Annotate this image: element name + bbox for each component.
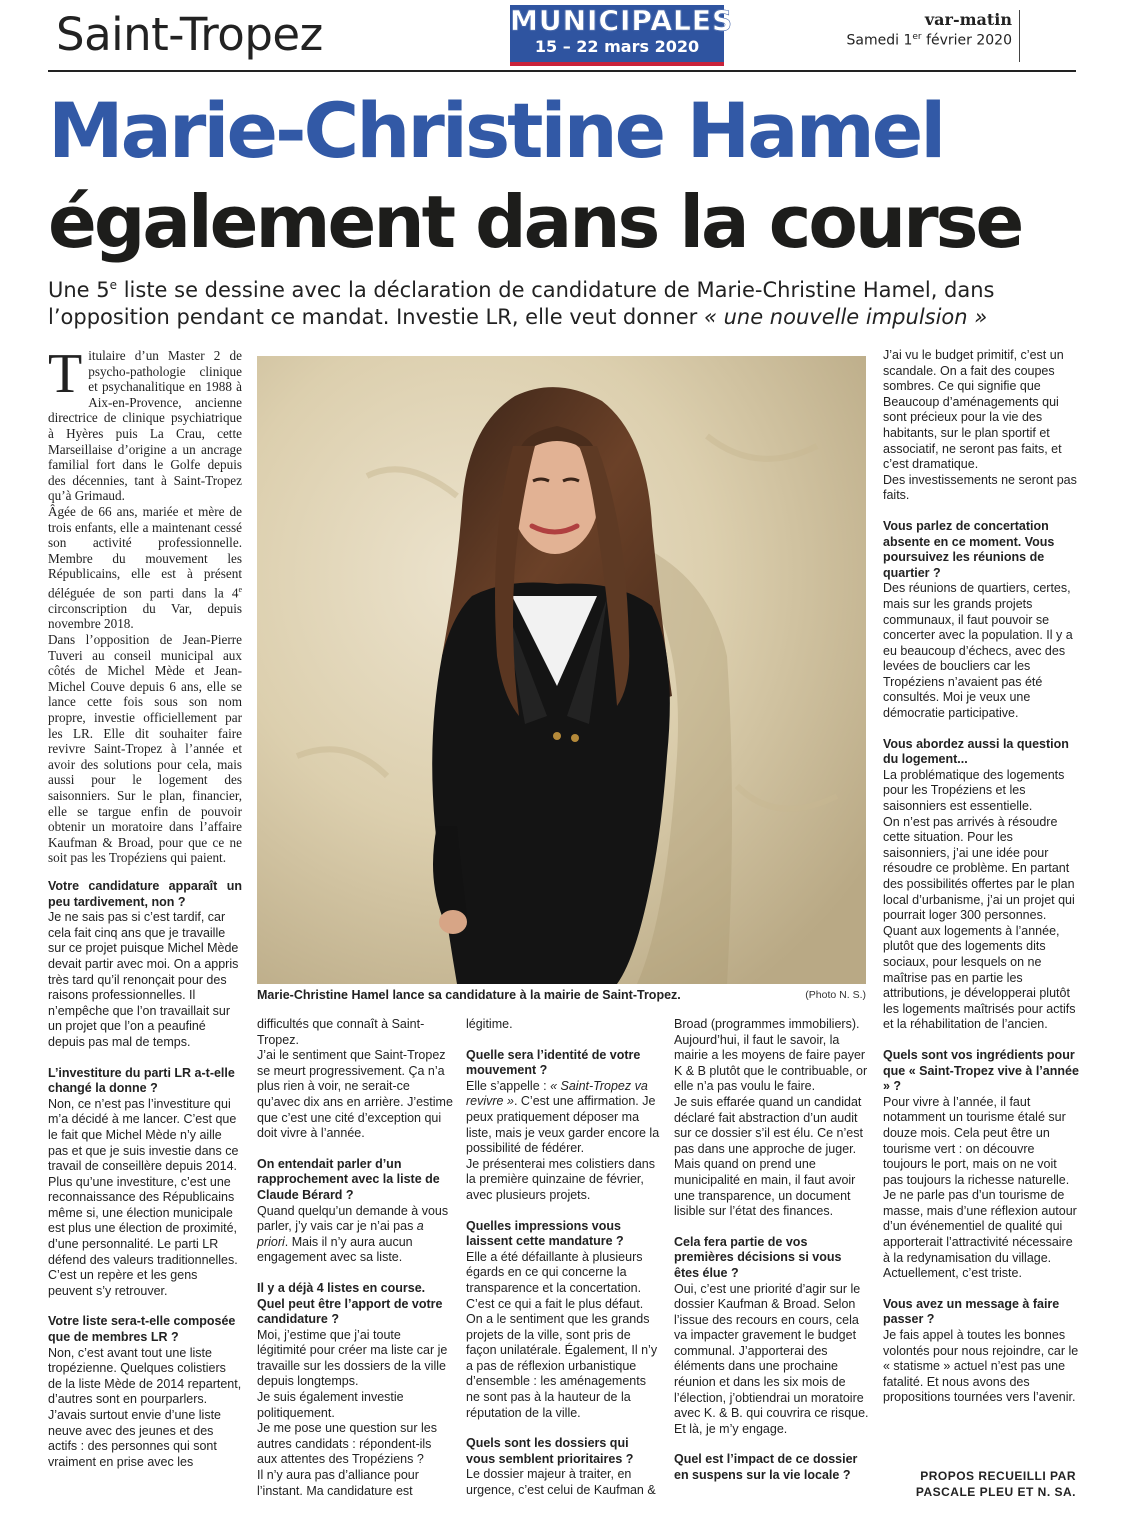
answer: Elle a été défaillante à plusieurs égards en ce qui concerne la transparence et la concertation. C’est ce qui a fait le plus défaut. — [466, 1249, 644, 1311]
photo-credit: (Photo N. S.) — [805, 989, 866, 1001]
answer: Moi, j’estime que j’ai toute légitimité pour créer ma liste car je travaille sur les dossiers de la ville depuis longtemps. — [257, 1327, 448, 1389]
answer: J’ai vu le budget primitif, c’est un scandale. On a fait des coupes sombres. Ce qui signifie que Beaucoup d’aménagements qui sont précieux pour la vie des habitants, sur le plan sportif et associatif, ne seront pas faits, et c’est dramatique. — [883, 348, 1064, 472]
interview-column-5 — [883, 348, 1079, 1406]
question: Vous parlez de concertation absente en ce moment. Vous poursuivez les réunions de quartier ? — [883, 518, 1055, 580]
question: Vous abordez aussi la question du logement... — [883, 736, 1069, 767]
standfirst: Une 5e liste se dessine avec la déclaration de candidature de Marie-Christine Hamel, dans l’opposition pendant ce mandat. Investie LR, elle veut donner « une nouvelle impulsion » — [48, 278, 995, 329]
photo-caption: Marie-Christine Hamel lance sa candidature à la mairie de Saint-Tropez. — [257, 988, 681, 1002]
byline: PROPOS RECUEILLI PAR PASCALE PLEU ET N. SA. — [915, 1469, 1076, 1499]
answer: Des réunions de quartiers, certes, mais sur les grands projets communaux, il faut pouvoir se concerter avec la population. Il y a eu beaucoup d’échecs, avec des levées de boucliers car les Tropéziens n’avaient pas été consultés. Moi je veux une démocratie participative. — [883, 581, 1073, 721]
interview-column-4 — [674, 1017, 869, 1484]
municipales-badge — [510, 4, 734, 66]
answer: On n’est pas arrivés à résoudre cette situation. Pour les saisonniers, j’ai une idée pour résoudre ce problème. En partant des possibilités offertes par le plan local d’urbanisme, j’ai un projet qui pourrait loger 300 personnes. — [883, 814, 1075, 923]
answer: Je ne sais pas si c’est tardif, car cela fait cinq ans que je travaille sur ce projet puisque Michel Mède devait partir avec moi. On a appris très tard qu’il renonçait pour des raisons professionnelles. Il n’empêche que l’on travaillait sur un projet que l’on a peaufiné depuis pas mal de temps. — [48, 910, 239, 1049]
answer: Aujourd’hui, il faut le savoir, la mairie a les moyens de faire payer K & B plutôt que le contribuable, or elle n’a pas voulu le faire. — [674, 1032, 868, 1094]
question: Quelles impressions vous laissent cette mandature ? — [466, 1218, 624, 1249]
intro-text: Titulaire d’un Master 2 de psycho-pathologie clinique et psychanalitique en 1988 à Aix-en-Provence, ancienne directrice de clinique psychiatrique à Hyères puis La Crau, cette Marseillaise d’origine a un ancrage familial fort dans le Golfe depuis des décennies, tant à Saint-Tropez qu’à Grimaud. Âgée de 66 ans, mariée et mère de trois enfants, elle a maintenant cessé son activité professionnelle. Membre du mouvement les Républicains, elle est à présent déléguée de son parti dans la 4e circonscription du Var, depuis novembre 2018. Dans l’opposition de Jean-Pierre Tuveri au conseil municipal aux côtés de Michel Mède et Jean-Michel Couve depuis 6 ans, elle se lance cette fois sous son nom propre, investie officiellement par les LR. Elle dit souhaiter faire revivre Saint-Tropez à l’année et avoir des solutions pour cela, mais aussi pour le logement des saisonniers. Sur le plan, financier, elle se targue enfin de pouvoir obtenir un moratoire dans l’affaire Kaufman & Broad, pour que ce ne soit pas les Tropéziens qui paient. — [48, 343, 242, 866]
question: Votre candidature apparaît un peu tardivement, non ? — [48, 879, 242, 909]
interview-column-2 — [257, 1017, 453, 1499]
header-divider — [1019, 10, 1020, 62]
answer: Je me pose une question sur les autres candidats : répondent-ils aux attentes des Tropéziens ? — [257, 1421, 437, 1467]
question: Votre liste sera-t-elle composée que de membres LR ? — [48, 1314, 236, 1345]
question: Il y a déjà 4 listes en course. Quel peut être l’apport de votre candidature ? — [257, 1280, 443, 1327]
answer: Des investissements ne seront pas faits. — [883, 472, 1077, 503]
answer: Elle s’appelle : « Saint-Tropez va revivre ». C’est une affirmation. Je peux pratiquement déposer ma liste, mais je veux garder encore la possibilité de fédérer. — [466, 1078, 660, 1156]
answer: Le dossier majeur à traiter, en urgence, c’est celui de Kaufman & — [466, 1467, 656, 1498]
answer: difficultés que connaît à Saint-Tropez. — [257, 1017, 425, 1047]
question: Quels sont vos ingrédients pour que « Saint-Tropez vive à l’année » ? — [883, 1047, 1079, 1094]
newspaper-name: var-matin — [924, 10, 1012, 29]
answer: Non, c’est avant tout une liste tropézienne. Quelques colistiers de la liste Mède de 2014 repartent, d’autres sont en pourparlers. J’avais surtout envie d’une liste neuve avec des jeunes et des actifs : des personnes qui sont vraiment en prise avec les — [48, 1345, 242, 1469]
answer: J’ai le sentiment que Saint-Tropez se meurt progressivement. Ça n’a plus rien à voir, ne serait-ce qu’avec dix ans en arrière. J’estime que c’est une cité d’exception qui doit vivre à l’année. — [257, 1048, 453, 1141]
answer: légitime. — [466, 1017, 513, 1031]
drop-cap: T — [48, 343, 83, 405]
answer: Quand quelqu’un demande à vous parler, j’y vais car je n’ai pas a priori. Mais il n’y aura aucun engagement avec sa liste. — [257, 1203, 449, 1265]
answer: Je suis effarée quand un candidat déclaré fait abstraction d’un audit sur ce dossier s’il est élu. Ce n’est pas dans une approche de juger. Mais quand on prend une municipalité en main, il faut avoir une transparence, un document lisible sur l’état des finances. — [674, 1094, 863, 1219]
question: Cela fera partie de vos premières décisions si vous êtes élue ? — [674, 1234, 842, 1280]
answer: On a le sentiment que les grands projets de la ville, sont pris de façon unilatérale. Également, Il n’y a pas de réflexion urbanistique d’ensemble : les aménagements ne sont pas à la hauteur de la réputation de la ville. — [466, 1312, 658, 1420]
answer: Je suis également investie politiquement. — [257, 1390, 404, 1420]
question: Quelle sera l’identité de votre mouvement ? — [466, 1047, 641, 1078]
headline-name: Marie-Christine Hamel — [48, 86, 944, 175]
badge-dates: 15 – 22 mars 2020 — [534, 37, 700, 56]
headline-main: également dans la course — [48, 180, 1022, 264]
answer: Oui, c’est une priorité d’agir sur le dossier Kaufman & Broad. Selon l’issue des recours en cours, cela va impacter gravement le budget communal. J’apporterai des éléments dans une prochaine réunion et dans les six mois de l’élection, j’obtiendrai un moratoire avec K. & B. qui couvrira ce risque. — [674, 1281, 869, 1421]
badge-title: MUNICIPALES — [510, 4, 734, 37]
question: Vous avez un message à faire passer ? — [883, 1296, 1060, 1327]
portrait-illustration — [257, 356, 866, 984]
page-header — [48, 0, 1076, 72]
answer: Je ne parle pas d’un tourisme de masse, mais d’une réflexion autour d’un événementiel de qualité qui apporterait l’attractivité nécessaire à la redynamisation du village. — [883, 1188, 1077, 1265]
answer: Actuellement, c’est triste. — [883, 1266, 1022, 1281]
question: Quel est l’impact de ce dossier en suspens sur la vie locale ? — [674, 1452, 858, 1483]
question: On entendait parler d’un rapprochement avec la liste de Claude Bérard ? — [257, 1156, 440, 1202]
answer: Je fais appel à toutes les bonnes volontés pour nous rejoindre, car le « statisme » actuel n’est pas une fatalité. Et nous avons des propositions tournées vers l’avenir. — [883, 1328, 1079, 1405]
question: Quels sont les dossiers qui vous semblent prioritaires ? — [466, 1436, 634, 1466]
portrait-photo — [257, 356, 866, 984]
answer: Il n’y aura pas d’alliance pour l’instant. Ma candidature est — [257, 1468, 419, 1498]
answer: La problématique des logements pour les Tropéziens et les saisonniers est essentielle. — [883, 767, 1065, 814]
section-name: Saint-Tropez — [56, 8, 323, 61]
answer: Quant aux logements à l’année, plutôt que des logements dits sociaux, pour lesquels on ne maîtrise pas en partie les attributions, je développerai plutôt les logements maîtrisés pour actifs et la réhabilitation de l’ancien. — [883, 923, 1076, 1032]
issue-date: Samedi 1er février 2020 — [846, 32, 1012, 49]
answer: Non, ce n’est pas l’investiture qui m’a décidé à me lancer. C’est que le fait que Michel Mède n’y aille pas et que je suis investie dans ce travail de conseillère depuis 2014. Plus qu’une investiture, c’est une reconnaissance des Républicains même si, une élection municipale est plus une élection de proximité, d’une personnalité. Le parti LR défend des valeurs traditionnelles. C’est un repère et les gens peuvent s’y retrouver. — [48, 1096, 239, 1298]
answer: Pour vivre à l’année, il faut notamment un tourisme étalé sur douze mois. Cela peut être un tourisme vert : on découvre toujours le port, mais on ne voit pas toujours la richesse naturelle. — [883, 1094, 1070, 1187]
interview-column-3 — [466, 1017, 661, 1499]
question: L’investiture du parti LR a-t-elle changé la donne ? — [48, 1065, 235, 1096]
answer: Et là, je m’y engage. — [674, 1421, 788, 1436]
answer: Je présenterai mes colistiers dans la première quinzaine de février, avec plusieurs projets. — [466, 1156, 655, 1202]
interview-column-1 — [48, 879, 242, 1470]
answer: Broad (programmes immobiliers). — [674, 1017, 860, 1031]
